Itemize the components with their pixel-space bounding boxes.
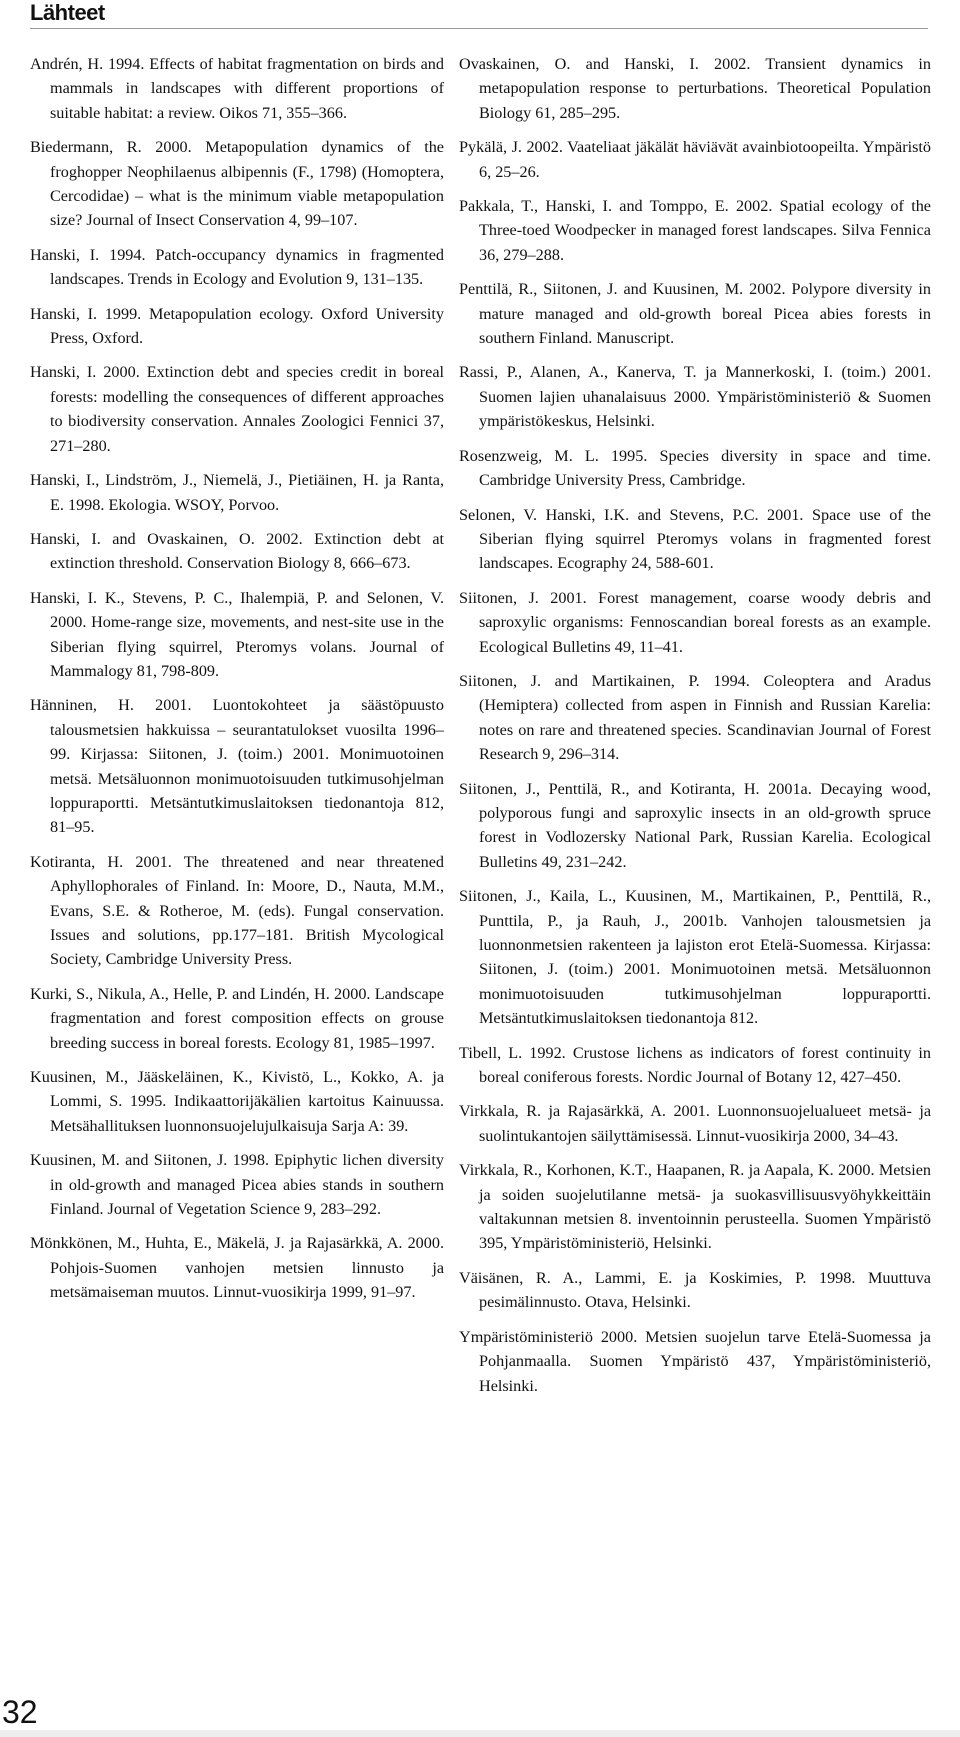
reference-entry: Väisänen, R. A., Lammi, E. ja Koskimies, P. 1998. Muuttuva pesimälinnusto. Otava, Helsinki. [459, 1268, 931, 1312]
reference-entry: Rosenzweig, M. L. 1995. Species diversity in space and time. Cambridge University Press, Cambridge. [459, 446, 931, 490]
reference-entry: Andrén, H. 1994. Effects of habitat fragmentation on birds and mammals in landscapes with different proportions of suitable habitat: a review. Oikos 71, 355–366. [30, 55, 444, 122]
reference-entry: Hanski, I., Lindström, J., Niemelä, J., Pietiäinen, H. ja Ranta, E. 1998. Ekologia. WSOY, Porvoo. [30, 471, 444, 514]
reference-entry: Kuusinen, M. and Siitonen, J. 1998. Epiphytic lichen diversity in old-growth and managed Picea abies stands in southern Finland. Journal of Vegetation Science 9, 283–292. [30, 1151, 444, 1219]
reference-entry: Hanski, I. K., Stevens, P. C., Ihalempiä, P. and Selonen, V. 2000. Home-range size, movements, and nest-site use in the Siberian flying squirrel, Pteromys volans. Journal of Mammalogy 81, 798-809. [30, 588, 444, 680]
page-number: 32 [2, 1694, 38, 1730]
references-right-column [459, 52, 931, 1408]
reference-entry: Hanski, I. and Ovaskainen, O. 2002. Extinction debt at extinction threshold. Conservation Biology 8, 666–673. [30, 529, 444, 573]
page-title: Lähteet [30, 0, 105, 25]
reference-entry: Hanski, I. 1994. Patch-occupancy dynamics in fragmented landscapes. Trends in Ecology and Evolution 9, 131–135. [30, 245, 444, 289]
reference-entry: Mönkkönen, M., Huhta, E., Mäkelä, J. ja Rajasärkkä, A. 2000. Pohjois-Suomen vanhojen metsien linnusto ja metsämaiseman muutos. Linnut-vuosikirja 1999, 91–97. [30, 1234, 444, 1302]
reference-entry: Hänninen, H. 2001. Luontokohteet ja säästöpuusto talousmetsien hakkuissa – seurantatulokset vuosilta 1996–99. Kirjassa: Siitonen, J. (toim.) 2001. Monimuotoinen metsä. Metsäluonnon monimuotoisuuden tutkimusohjelman loppuraportti. Metsäntutkimuslaitoksen tiedonantoja 812, 81–95. [30, 696, 444, 837]
reference-entry: Siitonen, J., Kaila, L., Kuusinen, M., Martikainen, P., Penttilä, R., Punttila, P., ja Rauh, J., 2001b. Vanhojen talousmetsien ja luonnonmetsien rakenteen ja lajiston erot Etelä-Suomessa. Kirjassa: Siitonen, J. (toim.) 2001. Monimuotoinen metsä. Metsäluonnon monimuotoisuuden tutkimusohjelman loppuraportti. Metsäntutkimuslaitoksen tiedonantoja 812. [459, 887, 931, 1028]
reference-entry: Kurki, S., Nikula, A., Helle, P. and Lindén, H. 2000. Landscape fragmentation and forest composition effects on grouse breeding success in boreal forests. Ecology 81, 1985–1997. [30, 984, 444, 1052]
page-footer-bar [0, 1730, 960, 1737]
reference-entry: Ovaskainen, O. and Hanski, I. 2002. Transient dynamics in metapopulation response to perturbations. Theoretical Population Biology 61, 285–295. [459, 55, 931, 122]
reference-entry: Tibell, L. 1992. Crustose lichens as indicators of forest continuity in boreal coniferous forests. Nordic Journal of Botany 12, 427–450. [459, 1043, 931, 1087]
reference-entry: Rassi, P., Alanen, A., Kanerva, T. ja Mannerkoski, I. (toim.) 2001. Suomen lajien uhanalaisuus 2000. Ympäristöministeriö & Suomen ympäristökeskus, Helsinki. [459, 363, 931, 431]
reference-entry: Selonen, V. Hanski, I.K. and Stevens, P.C. 2001. Space use of the Siberian flying squirrel Pteromys volans in fragmented forest landscapes. Ecography 24, 588-601. [459, 505, 931, 573]
reference-entry: Virkkala, R. ja Rajasärkkä, A. 2001. Luonnonsuojelualueet metsä- ja suolintukantojen säilyttämisessä. Linnut-vuosikirja 2000, 34–43. [459, 1102, 931, 1145]
reference-entry: Hanski, I. 2000. Extinction debt and species credit in boreal forests: modelling the consequences of different approaches to biodiversity conservation. Annales Zoologici Fennici 37, 271–280. [30, 363, 444, 455]
reference-entry: Siitonen, J., Penttilä, R., and Kotiranta, H. 2001a. Decaying wood, polyporous fungi and saproxylic insects in an old-growth spruce forest in Vodlozersky National Park, Russian Karelia. Ecological Bulletins 49, 231–242. [459, 779, 931, 871]
reference-entry: Kuusinen, M., Jääskeläinen, K., Kivistö, L., Kokko, A. ja Lommi, S. 1995. Indikaattorijäkälien kartoitus Kainuussa. Metsähallituksen luonnonsuojelujulkaisuja Sarja A: 39. [30, 1068, 444, 1135]
reference-entry: Virkkala, R., Korhonen, K.T., Haapanen, R. ja Aapala, K. 2000. Metsien ja soiden suojelutilanne metsä- ja suokasvillisuusvyöhykkeittäin valtakunnan metsien 8. inventoinnin perusteella. Suomen Ympäristö 395, Ympäristöministeriö, Helsinki. [459, 1161, 931, 1253]
references-left-column [30, 52, 444, 1315]
reference-entry: Kotiranta, H. 2001. The threatened and near threatened Aphyllophorales of Finland. In: Moore, D., Nauta, M.M., Evans, S.E. & Rotheroe, M. (eds). Fungal conservation. Issues and solutions, pp.177–181. British Mycological Society, Cambridge University Press. [30, 852, 444, 969]
reference-entry: Penttilä, R., Siitonen, J. and Kuusinen, M. 2002. Polypore diversity in mature managed and old-growth boreal Picea abies forests in southern Finland. Manuscript. [459, 280, 931, 348]
reference-entry: Hanski, I. 1999. Metapopulation ecology. Oxford University Press, Oxford. [30, 304, 444, 348]
reference-entry: Ympäristöministeriö 2000. Metsien suojelun tarve Etelä-Suomessa ja Pohjanmaalla. Suomen Ympäristö 437, Ympäristöministeriö, Helsinki. [459, 1327, 931, 1395]
reference-entry: Biedermann, R. 2000. Metapopulation dynamics of the froghopper Neophilaenus albipennis (F., 1798) (Homoptera, Cercodidae) – what is the minimum viable metapopulation size? Journal of Insect Conservation 4, 99–107. [30, 138, 444, 230]
reference-entry: Siitonen, J. 2001. Forest management, coarse woody debris and saproxylic organisms: Fennoscandian boreal forests as an example. Ecological Bulletins 49, 11–41. [459, 588, 931, 656]
reference-entry: Pakkala, T., Hanski, I. and Tomppo, E. 2002. Spatial ecology of the Three-toed Woodpecker in managed forest landscapes. Silva Fennica 36, 279–288. [459, 197, 931, 264]
title-rule [30, 28, 928, 29]
reference-entry: Siitonen, J. and Martikainen, P. 1994. Coleoptera and Aradus (Hemiptera) collected from aspen in Finnish and Russian Karelia: notes on rare and threatened species. Scandinavian Journal of Forest Research 9, 296–314. [459, 671, 931, 764]
reference-entry: Pykälä, J. 2002. Vaateliaat jäkälät häviävät avainbiotoopeilta. Ympäristö 6, 25–26. [459, 138, 931, 181]
